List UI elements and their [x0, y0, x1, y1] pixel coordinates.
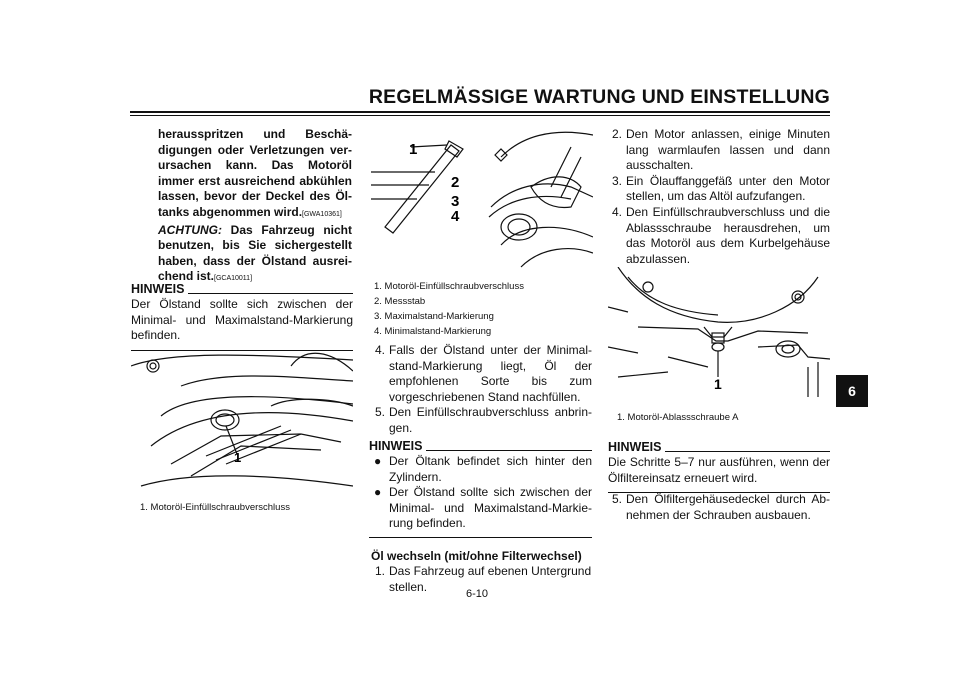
- step-item: [608, 127, 830, 174]
- achtung-paragraph: [158, 223, 352, 287]
- figure-callout-1: 1: [714, 376, 722, 392]
- hinweis-text: Die Schritte 5–7 nur ausführen, wenn der Ölfiltereinsatz erneuert wird.: [608, 455, 830, 485]
- bullet-icon: ●: [374, 485, 382, 500]
- step-number: 4.: [612, 204, 623, 219]
- warning-text: tanks abgenommen wird.: [158, 204, 303, 219]
- bullet-item: [369, 454, 592, 485]
- hinweis-left: [131, 282, 353, 351]
- figure-callout-2: 2: [451, 174, 460, 191]
- step-text: Den Motor anlassen, einige Minuten lang warmlaufen lassen und dann ausschalten.: [626, 127, 830, 173]
- hinweis-right: [608, 440, 830, 493]
- achtung-text: Das Fahrzeug nicht benutzen, bis Sie sichergestellt haben, dass der Ölstand ausreichend ist.: [158, 222, 352, 284]
- achtung-code: [GCA10011]: [214, 275, 253, 283]
- figure-caption: 1. Motoröl-Ablassschraube A: [617, 412, 739, 423]
- warning-code: [GWA10361]: [302, 210, 342, 218]
- hinweis-bullets: [369, 454, 592, 532]
- hinweis-heading: [608, 440, 830, 454]
- title-rule: [130, 111, 830, 113]
- chapter-tab: 6: [836, 375, 868, 407]
- hinweis-end-rule: [369, 537, 592, 538]
- bullet-text: Der Öltank befindet sich hinter den Zylindern.: [389, 454, 592, 484]
- hinweis-heading: [131, 282, 353, 296]
- step-number: 5.: [375, 405, 386, 420]
- step-text: Den Einfüllschraubverschluss und die Ablassschraube herausdrehen, um das Motoröl aus dem Kurbelgehäuse abzulassen.: [626, 204, 830, 266]
- warning-line: herausspritzen und Beschä-: [158, 127, 352, 141]
- warning-block: [158, 127, 352, 287]
- step-text: Den Ölfiltergehäusedeckel durch Abnehmen der Schrauben ausbauen.: [626, 492, 830, 522]
- steps-right: [608, 127, 830, 267]
- bullet-text: Der Ölstand sollte sich zwischen der Minimal- und Maximalstand-Markierung befinden.: [389, 485, 592, 531]
- hinweis-middle: [369, 439, 592, 538]
- dipstick-figure: [371, 127, 593, 273]
- hinweis-rule: [188, 293, 353, 294]
- hinweis-heading: [369, 439, 592, 453]
- step-item: [371, 405, 592, 436]
- figure-callout-3: 3: [451, 193, 460, 210]
- oil-filler-cap-figure: [131, 346, 353, 494]
- caption-item: 3. Maximalstand-Markierung: [374, 311, 494, 322]
- step-text: Ein Ölauffanggefäß unter den Motor stellen, um das Altöl aufzufangen.: [626, 173, 830, 204]
- hinweis-text: Der Ölstand sollte sich zwischen der Minimal- und Maximalstand-Markierung befinden.: [131, 297, 353, 343]
- achtung-label: ACHTUNG:: [158, 222, 222, 237]
- figure-callout-4: 4: [451, 208, 460, 225]
- hinweis-label: HINWEIS: [608, 440, 662, 454]
- figure-caption: 1. Motoröl-Einfüllschraubverschluss: [140, 502, 290, 513]
- step-item: [371, 343, 592, 405]
- step-number: 4.: [375, 343, 386, 357]
- warning-line: ursachen kann. Das Motoröl: [158, 158, 352, 173]
- step-text: Den Einfüllschraubverschluss anbringen.: [389, 405, 592, 435]
- caption-item: 2. Messstab: [374, 296, 426, 307]
- page-title: REGELMÄSSIGE WARTUNG UND EINSTELLUNG: [368, 86, 830, 108]
- warning-line: digungen oder Verletzungen ver-: [158, 142, 352, 157]
- section-heading: Öl wechseln (mit/ohne Filterwechsel): [371, 549, 582, 563]
- steps-middle: [371, 343, 592, 437]
- warning-line: immer erst ausreichend abkühlen: [158, 173, 352, 188]
- step-item: [608, 205, 830, 267]
- figure-callout-1: 1: [234, 450, 242, 465]
- bullet-icon: ●: [374, 454, 382, 468]
- hinweis-rule: [665, 451, 830, 452]
- oil-drain-bolt-figure: [608, 267, 830, 407]
- title-rule-thin: [130, 115, 830, 116]
- step-number: 5.: [612, 492, 623, 506]
- bullet-item: [369, 485, 592, 532]
- page-number: 6-10: [466, 588, 489, 600]
- caption-item: 4. Minimalstand-Markierung: [374, 326, 492, 337]
- figure-callout-1: 1: [409, 141, 418, 158]
- step-text: Falls der Ölstand unter der Minimalstand-Markierung liegt, Öl der empfohlenen Sorte bis zum vorgeschriebenen Stand nachfüllen.: [389, 343, 592, 404]
- step-item: [608, 492, 830, 523]
- step-number: 2.: [612, 127, 623, 141]
- step-number: 3.: [612, 173, 623, 188]
- warning-line-final: [158, 205, 352, 223]
- step-text: Das Fahrzeug auf ebenen Untergrund stellen.: [389, 564, 592, 594]
- hinweis-label: HINWEIS: [131, 282, 185, 296]
- step-item: [608, 174, 830, 205]
- figure-caption-list: [374, 279, 524, 339]
- step-number: 1.: [375, 564, 386, 578]
- hinweis-label: HINWEIS: [369, 439, 423, 453]
- steps-right-2: [608, 492, 830, 523]
- caption-item: 1. Motoröl-Einfüllschraubverschluss: [374, 281, 524, 292]
- hinweis-rule: [426, 450, 592, 451]
- warning-line: lassen, bevor der Deckel des Öl-: [158, 189, 352, 204]
